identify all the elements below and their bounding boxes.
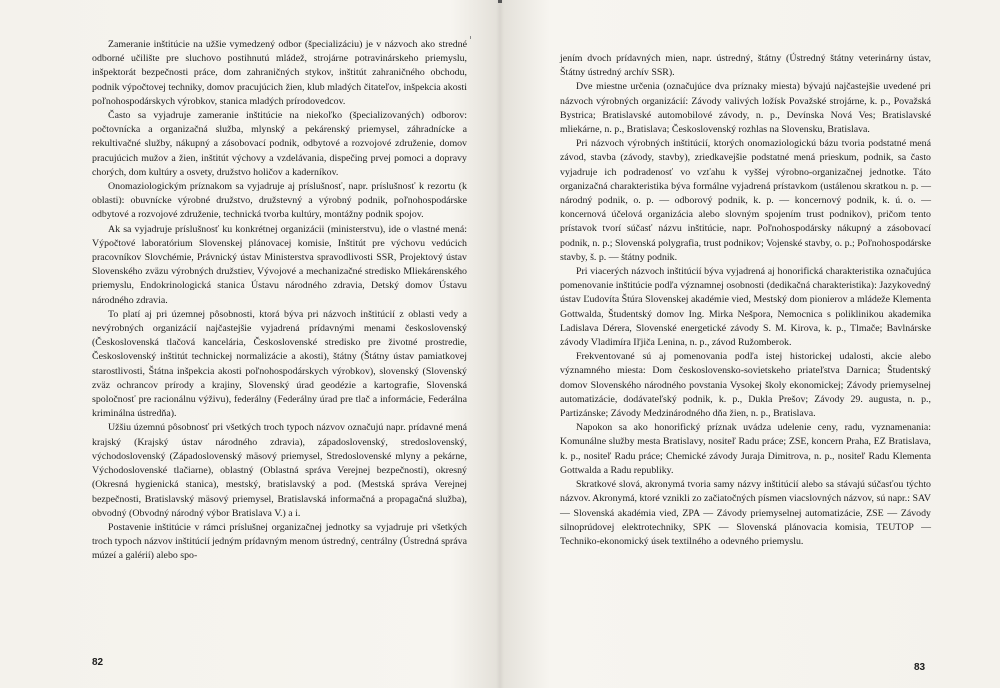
- paragraph: Frekventované sú aj pomenovania podľa istej historickej udalosti, akcie alebo významného miesta: Dom československo-sovietskeho priateľstva Darnica; Študentský domov Slovenského národného povstania Vysokej školy ekonomickej; Závody priemyselnej automatizácie, dodávateľský podnik, k. p., Dukla Prešov; Závody 29. augusta, n. p., Partizánske; Závody Medzinárodného dňa žien, n. p., Bratislava.: [560, 351, 931, 420]
- paragraph: Ak sa vyjadruje príslušnosť ku konkrétnej organizácii (ministerstvu), ide o vlastné mená: Výpočtové laboratórium Slovenskej plánovacej komisie, Inštitút pre výchovu vedúcich pracovníkov Slovchémie, Právnický ústav Ministerstva spravodlivosti SSR, Projektový ústav Slovenského zväzu výrobných družstiev, Vývojové a mechanizačné stredisko Mliekárenského priemyslu, Endokrinologická stanica Ústavu národného zdravia, Detský domov Ústavu národného zdravia.: [92, 223, 467, 306]
- paragraph: jením dvoch prídavných mien, napr. ústredný, štátny (Ústredný štátny veterinárny ústav, Štátny ústredný archív SSR).: [560, 53, 931, 79]
- paragraph: Pri viacerých názvoch inštitúcií býva vyjadrená aj honorifická charakteristika označujúca pomenovanie inštitúcie podľa významnej osobnosti (dedikačná charakteristika): Jazykovedný ústav Ľudovíta Štúra Slovenskej akadémie vied, Mestský dom pionierov a mládeže Klementa Gottwalda, Študentský domov Ing. Mirka Nešpora, Nemocnica s poliklinikou akademika Ladislava Dérera, Slovenské energetické závody S. M. Kirova, k. p., Tlmače; Bavlnárske závody Vladimíra Iľjiča Lenina, n. p., závod Ružomberok.: [560, 266, 931, 349]
- paragraph: Skratkové slová, akronymá tvoria samy názvy inštitúcií alebo sa stávajú súčasťou týchto názvov. Akronymá, ktoré vznikli zo začiatočných písmen viacslovných názvov, sú napr.: SAV — Slovenská akadémia vied, ZPA — Závody priemyselnej automatizácie, ZSE — Závody silnoprúdovej elektrotechniky, SPK — Slovenská plánovacia komisia, TEUTOP — Techniko-ekonomický úsek textilného a odevného priemyslu.: [560, 479, 931, 547]
- binding-mark: [498, 0, 502, 3]
- paragraph: Postavenie inštitúcie v rámci príslušnej organizačnej jednotky sa vyjadruje pri všetkých troch typoch názvov inštitúcií jedným prídavným menom ústredný, centrálny (Ústredná správa múzeí a galérií) alebo spo-: [92, 521, 467, 562]
- margin-speck: [470, 36, 471, 39]
- paragraph: Dve miestne určenia (označujúce dva príznaky miesta) bývajú najčastejšie uvedené pri názvoch výrobných organizácií: Závody valivých ložísk Považské strojárne, k. p., Považská Bystrica; Bratislavské automobilové závody, n. p., Devínska Nová Ves; Bratislavské mliekárne, n. p., Bratislava; Československý rozhlas na Slovensku, Bratislava.: [560, 81, 931, 136]
- right-page: [500, 0, 1000, 688]
- paragraph: Napokon sa ako honorifický príznak uvádza udelenie ceny, radu, vyznamenania: Komunálne služby mesta Bratislavy, nositeľ Radu práce; ZSE, koncern Praha, EZ Bratislava, k. p., nositeľ Radu práce; Chemické závody Juraja Dimitrova, n. p., nositeľ Radu Klementa Gottwalda a Radu republiky.: [560, 422, 931, 476]
- right-page-text: [560, 52, 931, 549]
- paragraph: To platí aj pri územnej pôsobnosti, ktorá býva pri názvoch inštitúcií z oblasti vedy a nevýrobných organizácií najčastejšie vyjadrená prídavnými menami československý (Československá tlačová kancelária, Československé stredisko pre životné prostredie, Československý inštitút technickej normalizácie a akosti), štátny (Štátny ústav pamiatkovej starostlivosti, Štátna inšpekcia akosti poľnohospodárskych výrobkov), slovenský (Slovenský zväz ochrancov prírody a krajiny, Slovenský úrad geodézie a kartografie, Slovenská spoločnosť pre racionálnu výživu), federálny (Federálny úrad pre tlač a informácie, Federálna kriminálna ústredňa).: [92, 308, 467, 420]
- left-page-number: 82: [92, 657, 104, 668]
- paragraph: Zameranie inštitúcie na užšie vymedzený odbor (špecializáciu) je v názvoch ako stredné odborné učilište pre sluchovo postihnutú mládež, strojárne potravinárskeho priemyslu, inšpektorát bezpečnosti práce, dom zahraničných stykov, inštitút zahraničného obchodu, podnik výpočtovej techniky, domov pracujúcich žien, klub mladých čitateľov, inšpekcia akosti poľnohospodárskych výrobkov, stanica mladých prírodovedcov.: [92, 39, 467, 107]
- paragraph: Onomaziologickým príznakom sa vyjadruje aj príslušnosť, napr. príslušnosť k rezortu (k oblasti): obuvnícke výrobné družstvo, družstevný a výrobný podnik, poľnohospodárske odbytové a rozvojové združenie, technická tvorba kultúry, montážny podnik spojov.: [92, 181, 467, 221]
- right-page-number: 83: [914, 662, 926, 673]
- left-page-text: [92, 38, 467, 564]
- paragraph: Často sa vyjadruje zameranie inštitúcie na niekoľko (špecializovaných) odborov: počtovnícka a organizačná služba, mlynský a pekárenský priemysel, záhradnícke a rekultivačné služby, nákupný a zásobovací podnik, odbytové a rozvojové združenie, domov pracujúcich mužov a žien, inštitút výchovy a vzdelávania, dispečing prvej pomoci a dopravy chorých, dom kultúry a osvety, družstvo holičov a kaderníkov.: [92, 110, 467, 178]
- paragraph: Užšiu územnú pôsobnosť pri všetkých troch typoch názvov označujú napr. prídavné mená krajský (Krajský ústav národného zdravia), západoslovenský, stredoslovenský, východoslovenský (Západoslovenský mäsový priemysel, Stredoslovenské mlyny a pekárne, Východoslovenské tlačiarne), oblastný (Oblastná správa Verejnej bezpečnosti), okresný (Okresná hygienická stanica), mestský, bratislavský a pod. (Mestská správa Verejnej bezpečnosti, Bratislavský mäsový priemysel, Bratislavská informačná a propagačná služba), obvodný (Obvodný národný výbor Bratislava V.) a i.: [92, 422, 467, 519]
- paragraph: Pri názvoch výrobných inštitúcií, ktorých onomaziologickú bázu tvoria podstatné mená závod, stavba (závody, stavby), zriedkavejšie podstatné mená prieskum, podnik, sa často vyjadruje ich podradenosť vo vzťahu k vyššej výrobno-organizačnej jednotke. Táto organizačná charakteristika býva formálne vyjadrená prístavkom (ustálenou skratkou n. p. — národný podnik, o. p. — odborový podnik, k. p. — koncernový podnik, k. ú. o. — koncernová účelová organizácia alebo slovným spojením trust podnikov), pričom tento prístavok tvorí súčasť názvu inštitúcie, napr. Poľnohospodársky nákupný a zásobovací podnik, n. p.; Slovenská polygrafia, trust podnikov; Vojenské stavby, o. p.; Poľnohospodárske stavby, š. p. — štátny podnik.: [560, 138, 931, 263]
